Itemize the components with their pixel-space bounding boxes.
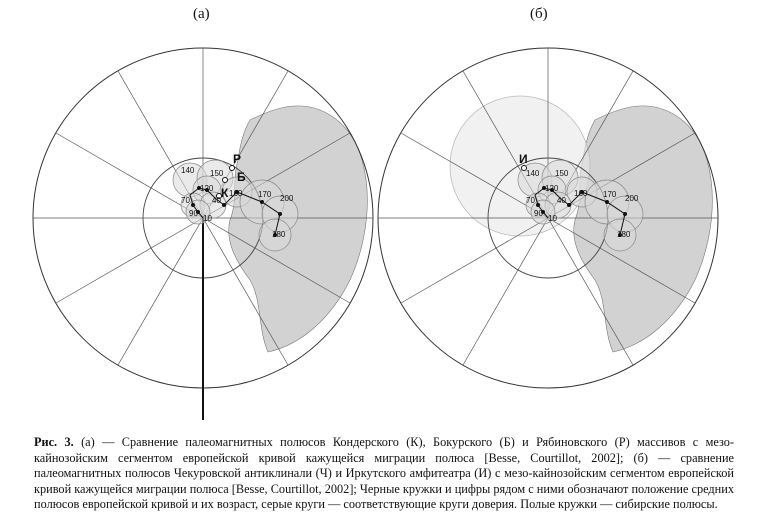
pole-label-R: Р: [233, 152, 242, 166]
figure-label: Рис. 3.: [34, 435, 74, 449]
age-label: 120: [545, 184, 559, 193]
age-label: 140: [526, 169, 540, 178]
age-label: 180: [617, 230, 631, 239]
age-label: 150: [555, 169, 569, 178]
age-label: 200: [625, 194, 639, 203]
figure-caption: [34, 435, 734, 513]
age-label: 10: [203, 214, 212, 223]
caption-text: (а) — Сравнение палеомагнитных полюсов Кондерского (К), Бокурского (Б) и Рябиновского (Р) массивов с мезо-кайнозойским сегментом европейской кривой кажущейся миграции полюса [Besse, Courtillot, 2002]; (б) — сравнение палеомагнитных полюсов Чекуровской антиклинали (Ч) и Иркутского амфитеатра (И) с мезо-кайнозойским сегментом европейской кривой кажущейся миграции полюса [Besse, Courtillot, 2002]; Черные кружки и цифры рядом с ними обозначают положение средних полюсов европейской кривой и их возраст, серые круги — соответствующие круги доверия. Полые кружки — сибирские полюсы.: [34, 435, 734, 512]
age-label: 40: [557, 196, 566, 205]
age-label: 120: [200, 184, 214, 193]
pole-label-B: Б: [237, 170, 246, 184]
age-label: 170: [258, 190, 272, 199]
pole-label-K: К: [221, 186, 229, 200]
map-panel-b: [378, 48, 718, 388]
age-label: 70: [526, 196, 535, 205]
land-mass: [229, 106, 368, 352]
pole-label-I: И: [519, 152, 528, 166]
age-label: 40: [212, 196, 221, 205]
age-label: 200: [280, 194, 294, 203]
age-label: 170: [603, 190, 617, 199]
age-label: 90: [534, 209, 543, 218]
age-label: 150: [210, 169, 224, 178]
age-label: 160: [574, 189, 588, 198]
age-label: 10: [548, 214, 557, 223]
age-label: 70: [181, 196, 190, 205]
age-label: 160: [229, 189, 243, 198]
panel-b-title: (б): [530, 6, 548, 22]
age-label: 90: [189, 209, 198, 218]
land-mass: [574, 106, 713, 352]
age-label: 180: [272, 230, 286, 239]
age-label: 140: [181, 166, 195, 175]
map-panel-a: [33, 48, 373, 420]
panel-a-title: (а): [193, 6, 210, 22]
